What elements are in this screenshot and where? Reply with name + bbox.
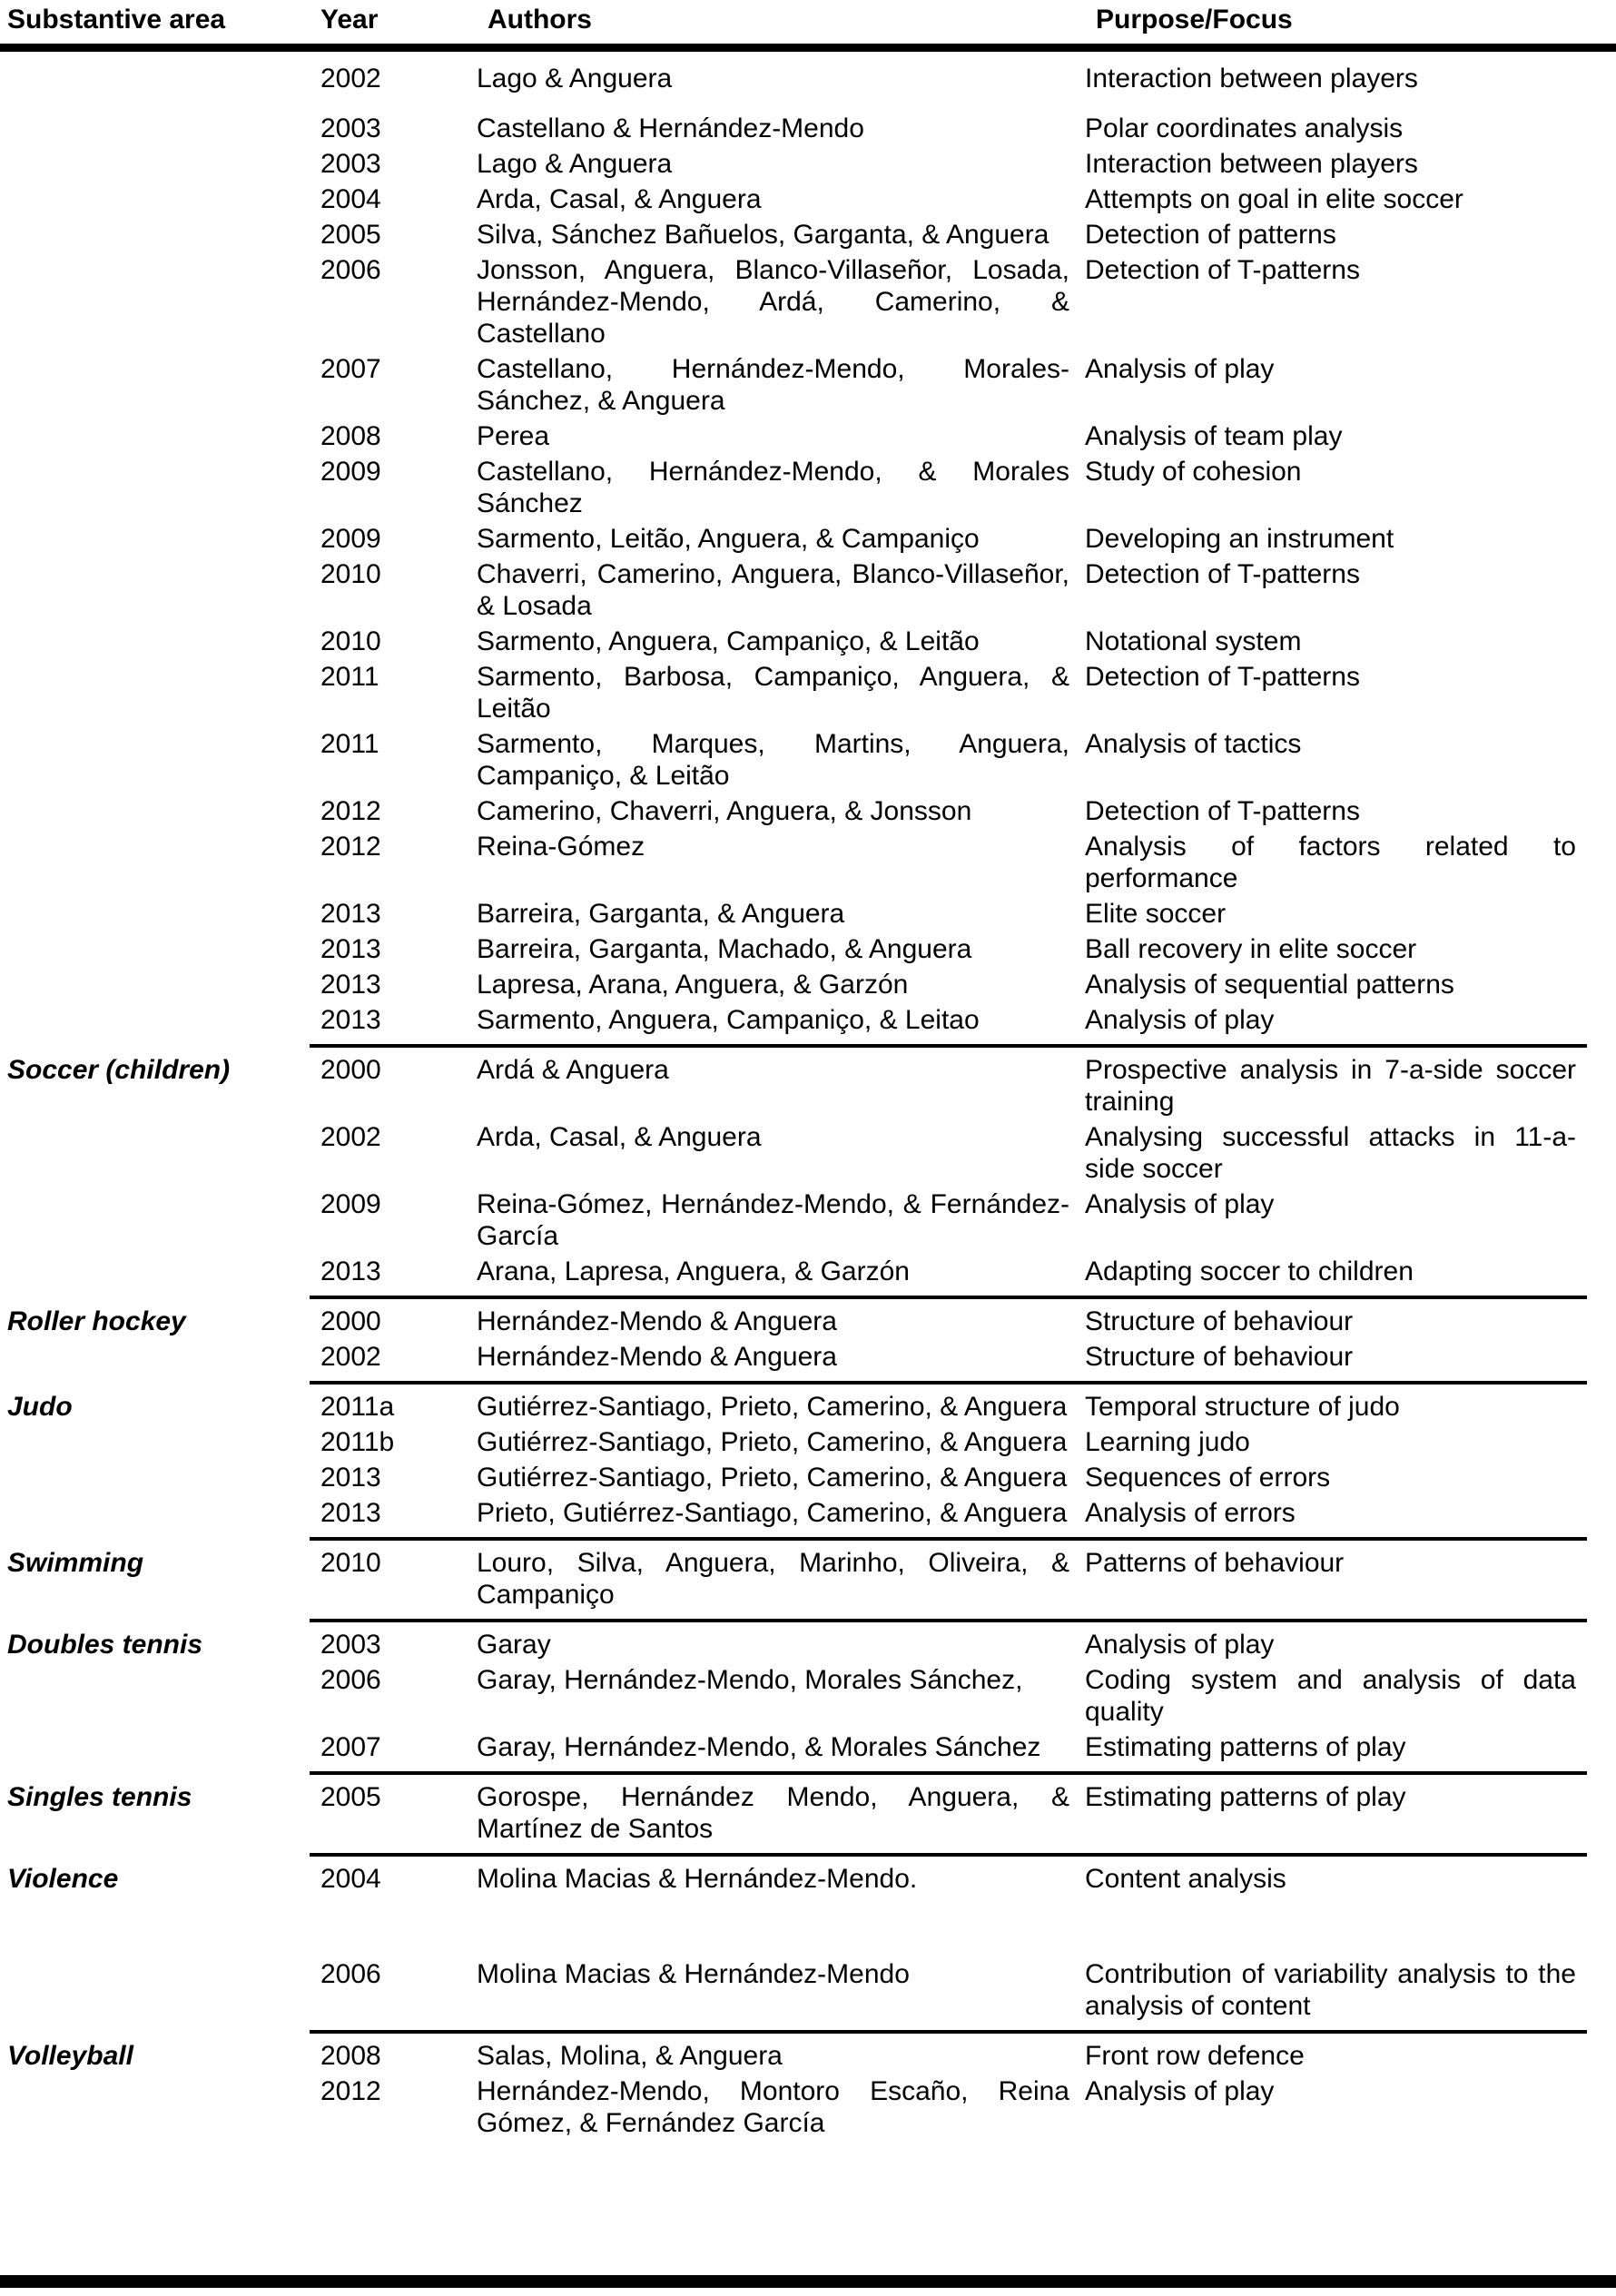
authors-cell: Sarmento, Marques, Martins, Anguera, Campaniço, & Leitão bbox=[477, 729, 1069, 791]
authors-cell: Gorospe, Hernández Mendo, Anguera, & Martínez de Santos bbox=[477, 1782, 1069, 1844]
table-row bbox=[310, 1547, 1587, 1611]
table-row bbox=[310, 1664, 1587, 1728]
authors-cell: Gutiérrez-Santiago, Prieto, Camerino, & Anguera bbox=[477, 1392, 1068, 1422]
year-cell: 2013 bbox=[320, 899, 381, 929]
substantive-area-label: Violence bbox=[7, 1864, 119, 1894]
purpose-cell: Adapting soccer to children bbox=[1085, 1256, 1414, 1286]
table-row bbox=[310, 113, 1587, 144]
year-cell: 2010 bbox=[320, 626, 381, 656]
year-cell: 2000 bbox=[320, 1055, 381, 1085]
group-rows bbox=[310, 1853, 1587, 2025]
purpose-cell: Analysis of play bbox=[1085, 1630, 1275, 1660]
table-row bbox=[310, 1781, 1587, 1845]
authors-cell: Castellano, Hernández-Mendo, & Morales Sánchez bbox=[477, 457, 1069, 518]
table-group bbox=[0, 2030, 1616, 2143]
year-cell: 2013 bbox=[320, 1005, 381, 1035]
purpose-cell: Front row defence bbox=[1085, 2041, 1305, 2071]
purpose-cell: Detection of T-patterns bbox=[1085, 255, 1360, 285]
year-cell: 2013 bbox=[320, 970, 381, 1000]
purpose-cell: Detection of T-patterns bbox=[1085, 662, 1360, 692]
year-cell: 2005 bbox=[320, 1782, 381, 1812]
authors-cell: Ardá & Anguera bbox=[477, 1055, 669, 1085]
table-row bbox=[310, 456, 1587, 519]
authors-cell: Gutiérrez-Santiago, Prieto, Camerino, & Anguera bbox=[477, 1463, 1068, 1493]
authors-cell: Sarmento, Anguera, Campaniço, & Leitao bbox=[477, 1005, 980, 1035]
purpose-cell: Structure of behaviour bbox=[1085, 1342, 1354, 1372]
substantive-area-label: Swimming bbox=[7, 1548, 144, 1578]
header-year: Year bbox=[320, 5, 379, 34]
table-group bbox=[0, 1044, 1616, 1291]
year-cell: 2002 bbox=[320, 64, 381, 94]
table-group bbox=[0, 1296, 1616, 1376]
table-row bbox=[310, 898, 1587, 930]
year-cell: 2008 bbox=[320, 421, 381, 451]
authors-cell: Hernández-Mendo & Anguera bbox=[477, 1342, 837, 1372]
purpose-cell: Estimating patterns of play bbox=[1085, 1782, 1406, 1812]
purpose-cell: Analysis of play bbox=[1085, 354, 1275, 384]
substantive-area-label: Roller hockey bbox=[7, 1306, 186, 1336]
authors-cell: Sarmento, Leitão, Anguera, & Campaniço bbox=[477, 524, 980, 554]
year-cell: 2003 bbox=[320, 149, 381, 179]
year-cell: 2011 bbox=[320, 662, 379, 692]
authors-cell: Sarmento, Barbosa, Campaniço, Anguera, & Leitão bbox=[477, 662, 1069, 724]
table-row bbox=[310, 1462, 1587, 1493]
table-row bbox=[310, 1054, 1587, 1118]
purpose-cell: Temporal structure of judo bbox=[1085, 1392, 1400, 1422]
year-cell: 2000 bbox=[320, 1306, 381, 1336]
purpose-cell: Attempts on goal in elite soccer bbox=[1085, 184, 1463, 214]
authors-cell: Arana, Lapresa, Anguera, & Garzón bbox=[477, 1256, 910, 1286]
purpose-cell: Learning judo bbox=[1085, 1427, 1250, 1457]
year-cell: 2007 bbox=[320, 354, 381, 384]
group-rows bbox=[310, 1537, 1587, 1614]
table-row bbox=[310, 1629, 1587, 1660]
purpose-cell: Polar coordinates analysis bbox=[1085, 113, 1404, 143]
authors-cell: Prieto, Gutiérrez-Santiago, Camerino, & Anguera bbox=[477, 1498, 1068, 1528]
table-row bbox=[310, 626, 1587, 657]
authors-cell: Gutiérrez-Santiago, Prieto, Camerino, & Anguera bbox=[477, 1427, 1068, 1457]
table-row bbox=[310, 523, 1587, 555]
table-row bbox=[310, 969, 1587, 1000]
table-group bbox=[0, 1537, 1616, 1614]
authors-cell: Molina Macias & Hernández-Mendo. bbox=[477, 1864, 918, 1894]
purpose-cell: Analysis of play bbox=[1085, 2076, 1275, 2106]
purpose-cell: Estimating patterns of play bbox=[1085, 1732, 1406, 1762]
year-cell: 2005 bbox=[320, 220, 381, 250]
table-row bbox=[310, 1731, 1587, 1763]
authors-cell: Reina-Gómez bbox=[477, 832, 645, 862]
purpose-cell: Coding system and analysis of data quality bbox=[1085, 1665, 1576, 1727]
purpose-cell: Content analysis bbox=[1085, 1864, 1286, 1894]
year-cell: 2011b bbox=[320, 1427, 395, 1457]
authors-cell: Hernández-Mendo & Anguera bbox=[477, 1306, 837, 1336]
purpose-cell: Prospective analysis in 7-a-side soccer training bbox=[1085, 1055, 1576, 1117]
purpose-cell: Detection of patterns bbox=[1085, 220, 1336, 250]
year-cell: 2010 bbox=[320, 1548, 381, 1578]
substantive-area-label: Volleyball bbox=[7, 2041, 133, 2071]
purpose-cell: Ball recovery in elite soccer bbox=[1085, 934, 1417, 964]
table-row bbox=[310, 1426, 1587, 1458]
year-cell: 2011 bbox=[320, 729, 379, 759]
year-cell: 2012 bbox=[320, 832, 381, 862]
purpose-cell: Study of cohesion bbox=[1085, 457, 1302, 487]
header-authors: Authors bbox=[488, 5, 592, 34]
purpose-cell: Detection of T-patterns bbox=[1085, 559, 1360, 589]
purpose-cell: Analysis of factors related to performance bbox=[1085, 832, 1576, 893]
substantive-area-label: Soccer (children) bbox=[7, 1055, 231, 1085]
table-row bbox=[310, 1256, 1587, 1287]
year-cell: 2003 bbox=[320, 113, 381, 143]
group-rows bbox=[310, 1044, 1587, 1291]
purpose-cell: Structure of behaviour bbox=[1085, 1306, 1354, 1336]
year-cell: 2012 bbox=[320, 796, 381, 826]
year-cell: 2006 bbox=[320, 1959, 381, 1989]
table-body bbox=[0, 52, 1616, 2143]
table-row bbox=[310, 2040, 1587, 2072]
substantive-area-label bbox=[0, 63, 310, 1040]
substantive-area-label: Singles tennis bbox=[7, 1782, 192, 1812]
authors-cell: Lapresa, Arana, Anguera, & Garzón bbox=[477, 970, 909, 1000]
year-cell: 2011a bbox=[320, 1392, 395, 1422]
table-group bbox=[0, 1619, 1616, 1767]
authors-cell: Perea bbox=[477, 421, 550, 451]
table-row bbox=[310, 2075, 1587, 2139]
authors-cell: Garay bbox=[477, 1630, 551, 1660]
group-rows bbox=[310, 1296, 1587, 1376]
table-row bbox=[310, 795, 1587, 827]
authors-cell: Silva, Sánchez Bañuelos, Garganta, & Anguera bbox=[477, 220, 1049, 250]
year-cell: 2013 bbox=[320, 934, 381, 964]
purpose-cell: Analysis of play bbox=[1085, 1189, 1275, 1219]
purpose-cell: Analysing successful attacks in 11-a-side soccer bbox=[1085, 1122, 1576, 1184]
table-row bbox=[310, 558, 1587, 622]
year-cell: 2013 bbox=[320, 1256, 381, 1286]
table-row bbox=[310, 1121, 1587, 1185]
authors-cell: Salas, Molina, & Anguera bbox=[477, 2041, 783, 2071]
table-row bbox=[310, 148, 1587, 180]
authors-cell: Lago & Anguera bbox=[477, 64, 673, 94]
year-cell: 2002 bbox=[320, 1122, 381, 1152]
table-bottom-rule bbox=[0, 2275, 1616, 2288]
table-row bbox=[310, 831, 1587, 894]
table-group bbox=[0, 63, 1616, 1040]
table-row bbox=[310, 661, 1587, 724]
group-rows bbox=[310, 1619, 1587, 1767]
authors-cell: Molina Macias & Hernández-Mendo bbox=[477, 1959, 910, 1989]
purpose-cell: Patterns of behaviour bbox=[1085, 1548, 1345, 1578]
header-substantive-area: Substantive area bbox=[7, 5, 226, 34]
table-row bbox=[310, 254, 1587, 350]
purpose-cell: Contribution of variability analysis to the analysis of content bbox=[1085, 1959, 1576, 2021]
authors-cell: Castellano & Hernández-Mendo bbox=[477, 113, 864, 143]
substantive-area-label: Judo bbox=[7, 1392, 73, 1422]
authors-cell: Castellano, Hernández-Mendo, Morales-Sánchez, & Anguera bbox=[477, 354, 1069, 416]
authors-cell: Arda, Casal, & Anguera bbox=[477, 1122, 762, 1152]
purpose-cell: Detection of T-patterns bbox=[1085, 796, 1360, 826]
authors-cell: Hernández-Mendo, Montoro Escaño, Reina Gómez, & Fernández García bbox=[477, 2076, 1069, 2138]
year-cell: 2009 bbox=[320, 1189, 381, 1219]
year-cell: 2013 bbox=[320, 1498, 381, 1528]
table-row bbox=[310, 933, 1587, 965]
authors-cell: Louro, Silva, Anguera, Marinho, Oliveira, & Campaniço bbox=[477, 1548, 1069, 1610]
year-cell: 2009 bbox=[320, 524, 381, 554]
purpose-cell: Developing an instrument bbox=[1085, 524, 1394, 554]
year-cell: 2006 bbox=[320, 255, 381, 285]
table-row bbox=[310, 63, 1587, 94]
table-group bbox=[0, 1381, 1616, 1532]
header-purpose-focus: Purpose/Focus bbox=[1096, 5, 1293, 34]
authors-cell: Garay, Hernández-Mendo, Morales Sánchez, bbox=[477, 1665, 1023, 1695]
table-group bbox=[0, 1771, 1616, 1848]
table-row bbox=[310, 1391, 1587, 1423]
purpose-cell: Analysis of errors bbox=[1085, 1498, 1296, 1528]
authors-cell: Sarmento, Anguera, Campaniço, & Leitão bbox=[477, 626, 980, 656]
purpose-cell: Notational system bbox=[1085, 626, 1302, 656]
year-cell: 2002 bbox=[320, 1342, 381, 1372]
year-cell: 2004 bbox=[320, 1864, 381, 1894]
year-cell: 2013 bbox=[320, 1463, 381, 1493]
year-cell: 2008 bbox=[320, 2041, 381, 2071]
year-cell: 2012 bbox=[320, 2076, 381, 2106]
authors-cell: Reina-Gómez, Hernández-Mendo, & Fernández-García bbox=[477, 1189, 1069, 1251]
year-cell: 2009 bbox=[320, 457, 381, 487]
table-group bbox=[0, 1853, 1616, 2025]
purpose-cell: Interaction between players bbox=[1085, 149, 1418, 179]
table-row bbox=[310, 728, 1587, 792]
purpose-cell: Analysis of team play bbox=[1085, 421, 1343, 451]
purpose-cell: Interaction between players bbox=[1085, 64, 1418, 94]
table-row bbox=[310, 1341, 1587, 1373]
authors-cell: Jonsson, Anguera, Blanco-Villaseñor, Losada, Hernández-Mendo, Ardá, Camerino, & Castellano bbox=[477, 255, 1069, 349]
table-row bbox=[310, 1306, 1587, 1337]
group-rows bbox=[310, 63, 1587, 1040]
table-row bbox=[310, 1863, 1587, 1895]
authors-cell: Lago & Anguera bbox=[477, 149, 673, 179]
table-header-row bbox=[0, 0, 1616, 52]
authors-cell: Chaverri, Camerino, Anguera, Blanco-Villaseñor, & Losada bbox=[477, 559, 1069, 621]
authors-cell: Barreira, Garganta, & Anguera bbox=[477, 899, 845, 929]
purpose-cell: Analysis of play bbox=[1085, 1005, 1275, 1035]
group-rows bbox=[310, 1771, 1587, 1848]
table-row bbox=[310, 1958, 1587, 2022]
table-row bbox=[310, 183, 1587, 215]
table-row bbox=[310, 353, 1587, 417]
table-row bbox=[310, 1497, 1587, 1529]
group-rows bbox=[310, 1381, 1587, 1532]
substantive-area-label: Doubles tennis bbox=[7, 1630, 203, 1660]
group-rows bbox=[310, 2030, 1587, 2143]
authors-cell: Arda, Casal, & Anguera bbox=[477, 184, 762, 214]
purpose-cell: Sequences of errors bbox=[1085, 1463, 1331, 1493]
authors-cell: Garay, Hernández-Mendo, & Morales Sánchez bbox=[477, 1732, 1041, 1762]
year-cell: 2004 bbox=[320, 184, 381, 214]
purpose-cell: Analysis of tactics bbox=[1085, 729, 1302, 759]
authors-cell: Camerino, Chaverri, Anguera, & Jonsson bbox=[477, 796, 972, 826]
table-row bbox=[310, 219, 1587, 251]
year-cell: 2003 bbox=[320, 1630, 381, 1660]
purpose-cell: Elite soccer bbox=[1085, 899, 1227, 929]
year-cell: 2006 bbox=[320, 1665, 381, 1695]
purpose-cell: Analysis of sequential patterns bbox=[1085, 970, 1454, 1000]
table-row bbox=[310, 1004, 1587, 1036]
table-row bbox=[310, 420, 1587, 452]
table-row bbox=[310, 1188, 1587, 1252]
year-cell: 2010 bbox=[320, 559, 381, 589]
year-cell: 2007 bbox=[320, 1732, 381, 1762]
authors-cell: Barreira, Garganta, Machado, & Anguera bbox=[477, 934, 972, 964]
